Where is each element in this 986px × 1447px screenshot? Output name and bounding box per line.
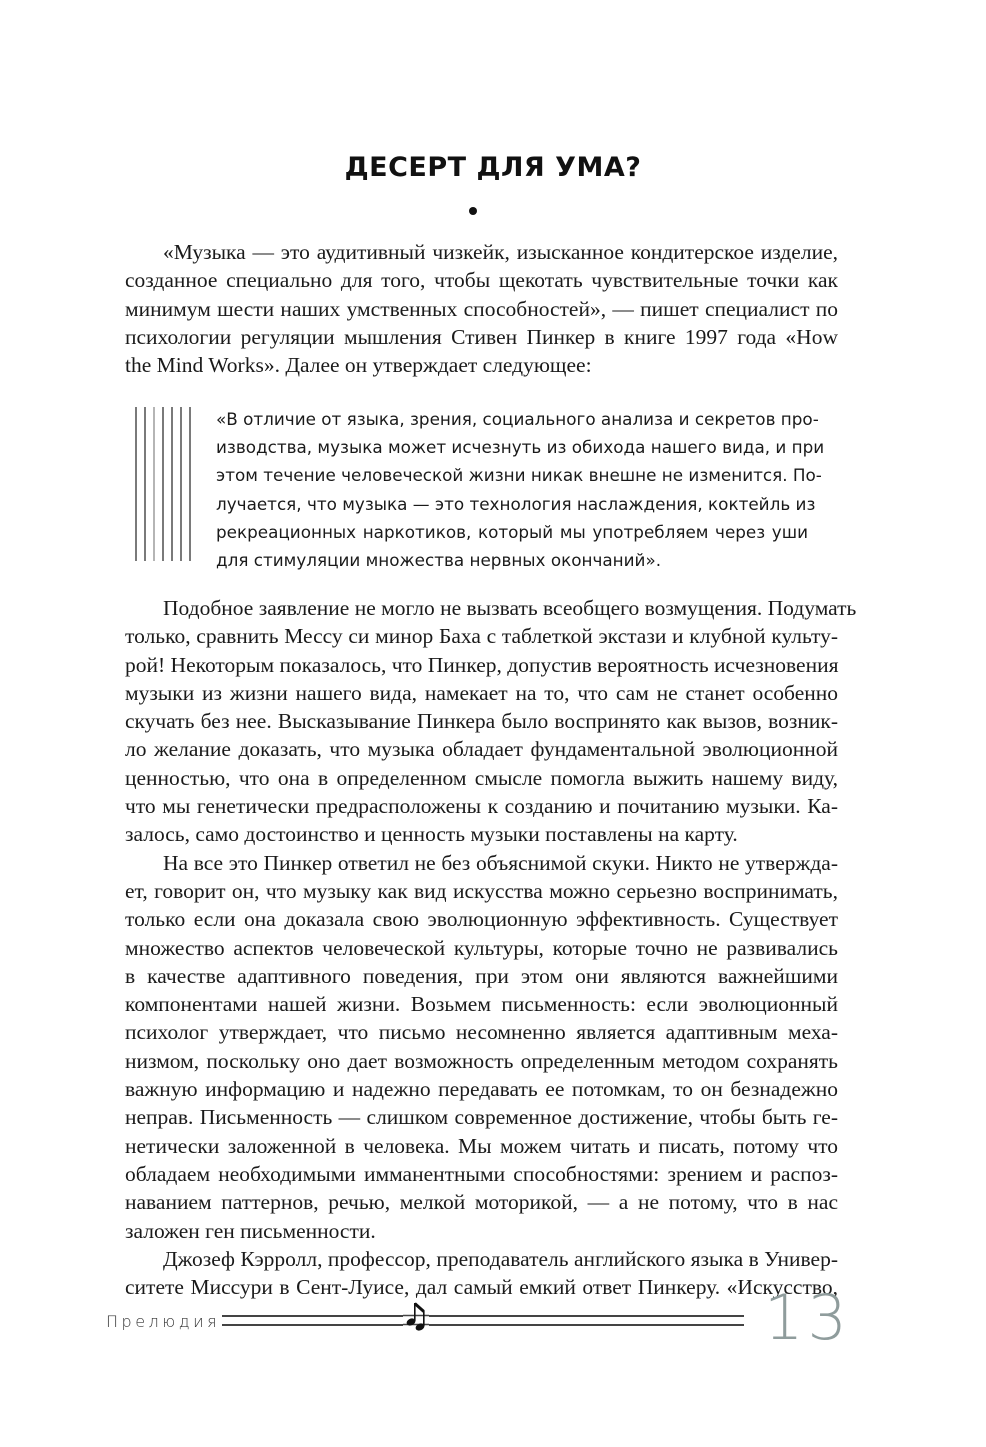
text-line: ет, говорит он, что музыку как вид искусства можно серьезно воспринимать, [125,878,838,903]
page-number: 13 [764,1281,851,1354]
text-line: ситете Миссури в Сент-Луисе, дал самый емкий ответ Пинкеру. «Искусство, [125,1275,838,1300]
page-title: ДЕСЕРТ ДЛЯ УМА? [344,152,642,183]
quote-bar [171,407,173,561]
quote-bar [135,407,137,561]
text-line: заложен ген письменности. [125,1218,376,1243]
text-line: залось, само достоинство и ценность музыки поставлены на карту. [125,822,738,847]
text-line: обладаем необходимыми имманентными способностями: зрением и распоз- [125,1161,838,1186]
quote-bar [180,407,182,561]
text-line: наванием паттернов, речью, мелкой моторикой, — а не потому, что в нас [125,1190,838,1215]
text-line: Джозеф Кэрролл, профессор, преподаватель английского языка в Универ- [163,1246,838,1271]
text-line: в качестве адаптивного поведения, при этом они являются важнейшими [125,963,838,988]
quote-text [216,405,825,574]
quote-bar [144,407,146,561]
quote-bar [153,407,155,561]
text-line: компонентами нашей жизни. Возьмем письменность: если эволюционный [125,992,838,1017]
text-line: важную информацию и надежно передавать ее потомкам, то он безнадежно [125,1077,838,1102]
quote-line: для стимуляции множества нервных окончаний». [216,549,662,570]
text-line: психологии регуляции мышления Стивен Пинкер в книге 1997 года «How [125,324,838,349]
text-line: ло желание доказать, что музыка обладает фундаментальной эволюционной [125,737,838,762]
quote-line: этом течение человеческой жизни никак внешне не изменится. По- [216,465,822,486]
text-line: «Музыка — это аудитивный чизкейк, изысканное кондитерское изделие, [163,240,838,264]
eighth-notes-icon [403,1300,429,1332]
staff-line [222,1315,744,1317]
page-footer [0,1281,986,1354]
text-line: На все это Пинкер ответил не без объяснимой скуки. Никто не утвержда- [163,850,838,875]
text-line: музыки из жизни нашего вида, намекает на то, что сам не станет особенно [125,680,838,705]
text-line: только, сравнить Мессу си минор Баха с таблеткой экстази и клубной культу- [125,624,838,649]
quote-bar [189,407,191,561]
text-line: рой! Некоторым показалось, что Пинкер, допустив вероятность исчезновения [125,652,839,677]
text-line: Подобное заявление не могло не вызвать всеобщего возмущения. Подумать [163,596,857,620]
text-line: низмом, поскольку оно дает возможность определенным методом сохранять [125,1048,838,1073]
quote-line: лучается, что музыка — это технология наслаждения, коктейль из [216,493,816,514]
blockquote [135,405,825,570]
text-line: скучать без нее. Высказывание Пинкера было воспринято как вызов, возник- [125,709,838,734]
quote-bar [162,407,164,561]
quote-line: изводства, музыка может исчезнуть из обихода нашего вида, и при [216,437,825,458]
text-line: нетически заложенной в человека. Мы можем читать и писать, потому что [125,1133,838,1158]
text-line: минимум шести наших умственных способностей», — пишет специалист по [125,296,838,321]
title-ornament-dot [469,207,477,215]
text-line: психолог утверждает, что письмо несомненно является адаптивным меха- [125,1020,838,1045]
text-line: что мы генетически предрасположены к созданию и почитанию музыки. Ка- [125,794,838,819]
text-line: ценностью, что она в определенном смысле помогла выжить нашему виду, [125,765,838,790]
running-head: Прелюдия [106,1312,221,1331]
quote-line: «В отличие от языка, зрения, социального анализа и секретов про- [216,409,819,429]
staff-line [222,1324,744,1326]
text-line: неправ. Письменность — слишком современное достижение, чтобы быть ге- [125,1105,838,1130]
text-line: the Mind Works». Далее он утверждает следующее: [125,353,592,378]
quote-bars-ornament [135,407,195,561]
text-line: множество аспектов человеческой культуры, которые точно не развивались [125,935,838,960]
quote-line: рекреационных наркотиков, который мы употребляем через уши [216,521,808,542]
body-text [125,594,857,1301]
intro-paragraph [125,238,838,379]
text-line: созданное специально для того, чтобы щекотать чувствительные точки как [125,268,838,293]
text-line: только если она доказала свою эволюционную эффективность. Существует [125,907,838,932]
